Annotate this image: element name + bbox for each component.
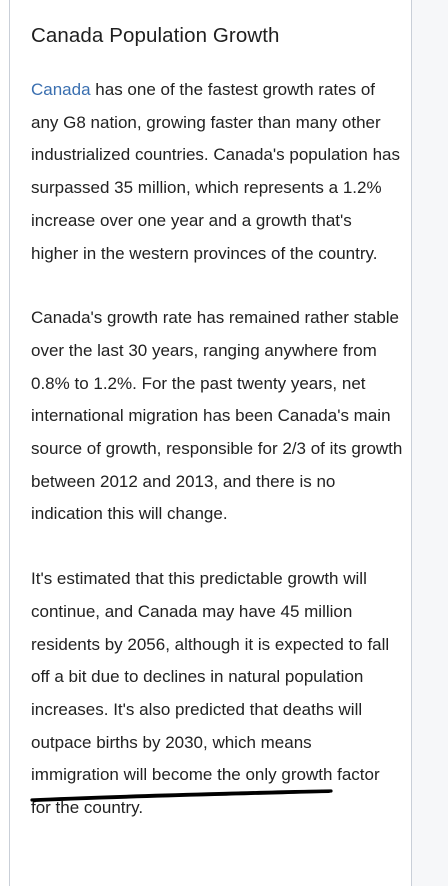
article-content <box>31 24 403 857</box>
paragraph-3-text: It's estimated that this predictable growth will continue, and Canada may have 45 million residents by 2056, although it is expected to fall off a bit due to declines in natural population increases. It's also predicted that deaths will outpace births by 2030, which means immigration will become the only growth factor for the country. <box>31 569 390 818</box>
right-gutter <box>412 0 448 886</box>
underline-scribble <box>31 788 333 806</box>
paragraph-2-text: Canada's growth rate has remained rather stable over the last 30 years, ranging anywhere from 0.8% to 1.2%. For the past twenty years, net international migration has been Canada's main source of growth, responsible for 2/3 of its growth between 2012 and 2013, and there is no indication this will change. <box>31 308 403 524</box>
paragraph-1-text: has one of the fastest growth rates of any G8 nation, growing faster than many other industrialized countries. Canada's population has surpassed 35 million, which represents a 1.2% increase over one year and a growth that's higher in the western provinces of the country. <box>31 80 400 263</box>
paragraph-1 <box>31 74 403 270</box>
article-title: Canada Population Growth <box>31 24 280 47</box>
paragraph-3 <box>31 563 403 825</box>
left-border <box>9 0 10 886</box>
canada-link[interactable]: Canada <box>31 80 91 99</box>
paragraph-2 <box>31 302 403 531</box>
right-border <box>411 0 412 886</box>
